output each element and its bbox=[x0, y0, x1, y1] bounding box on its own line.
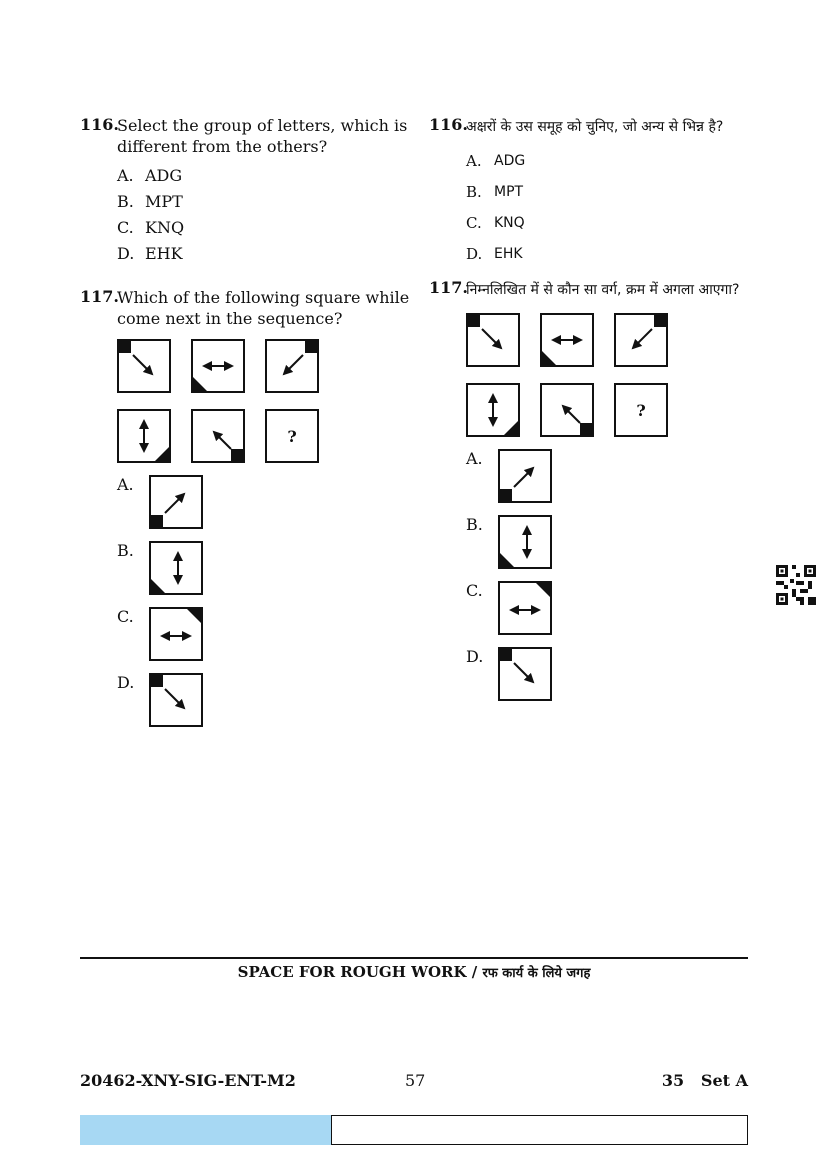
answer-c-figure bbox=[149, 607, 203, 661]
question-117-en bbox=[80, 287, 410, 727]
answer-d-figure bbox=[149, 673, 203, 727]
figure-tr-arrow-sw bbox=[265, 339, 319, 393]
answer-a-figure bbox=[498, 449, 552, 503]
figure-tr-arrow-sw bbox=[614, 313, 668, 367]
option-b[interactable]: B. MPT bbox=[117, 192, 183, 211]
hindi-column bbox=[429, 115, 759, 701]
question-number: 117. bbox=[80, 287, 119, 306]
answer-a[interactable]: A. bbox=[466, 449, 759, 503]
question-number: 117. bbox=[429, 278, 468, 297]
figure-br-arrow-nw bbox=[540, 383, 594, 437]
sequence-figures bbox=[466, 313, 759, 437]
question-text: निम्नलिखित में से कौन सा वर्ग, क्रम में अगला आएगा? bbox=[466, 282, 740, 298]
figure-bl-arrow-horizontal bbox=[540, 313, 594, 367]
option-a[interactable]: A. ADG bbox=[117, 166, 183, 185]
rough-work-label: SPACE FOR ROUGH WORK / रफ कार्य के लिये जगह bbox=[237, 963, 591, 981]
figure-br-arrow-vertical bbox=[466, 383, 520, 437]
paper-code: 20462-XNY-SIG-ENT-M2 bbox=[80, 1071, 296, 1090]
figure-question: ? bbox=[265, 409, 319, 463]
question-117-hi bbox=[429, 278, 759, 701]
answer-b[interactable]: B. bbox=[117, 541, 410, 595]
question-116-en bbox=[80, 115, 410, 267]
option-a[interactable]: A. ADG bbox=[466, 152, 526, 170]
answer-d[interactable]: D. bbox=[117, 673, 410, 727]
answer-b-figure bbox=[498, 515, 552, 569]
figure-tl-arrow-se bbox=[466, 313, 520, 367]
answer-b[interactable]: B. bbox=[466, 515, 759, 569]
figure-tl-arrow-se bbox=[117, 339, 171, 393]
footer-empty-box bbox=[331, 1115, 748, 1145]
figure-br-arrow-nw bbox=[191, 409, 245, 463]
answer-d[interactable]: D. bbox=[466, 647, 759, 701]
question-text: Which of the following square while come next in the sequence? bbox=[117, 288, 410, 328]
english-column bbox=[80, 115, 410, 727]
footer-color-bar bbox=[80, 1115, 331, 1145]
figure-question: ? bbox=[614, 383, 668, 437]
question-number: 116. bbox=[429, 115, 468, 134]
answer-b-figure bbox=[149, 541, 203, 595]
sequence-figures bbox=[117, 339, 410, 463]
question-text: Select the group of letters, which is different from the others? bbox=[117, 116, 408, 156]
figure-bl-arrow-horizontal bbox=[191, 339, 245, 393]
answer-c-figure bbox=[498, 581, 552, 635]
option-c[interactable]: C. KNQ bbox=[466, 214, 525, 232]
question-text: अक्षरों के उस समूह को चुनिए, जो अन्य से भिन्न है? bbox=[466, 119, 724, 135]
option-d[interactable]: D. EHK bbox=[117, 244, 183, 263]
page-number: 57 bbox=[405, 1071, 426, 1090]
qr-code-icon bbox=[776, 565, 816, 605]
option-d[interactable]: D. EHK bbox=[466, 245, 523, 263]
answer-d-figure bbox=[498, 647, 552, 701]
set-label: 35 Set A bbox=[661, 1071, 748, 1090]
question-number: 116. bbox=[80, 115, 119, 134]
answer-a-figure bbox=[149, 475, 203, 529]
answer-c[interactable]: C. bbox=[466, 581, 759, 635]
option-b[interactable]: B. MPT bbox=[466, 183, 524, 201]
answer-a[interactable]: A. bbox=[117, 475, 410, 529]
figure-br-arrow-vertical bbox=[117, 409, 171, 463]
separator-rule bbox=[80, 957, 748, 959]
answer-c[interactable]: C. bbox=[117, 607, 410, 661]
option-c[interactable]: C. KNQ bbox=[117, 218, 185, 237]
question-116-hi bbox=[429, 115, 759, 270]
